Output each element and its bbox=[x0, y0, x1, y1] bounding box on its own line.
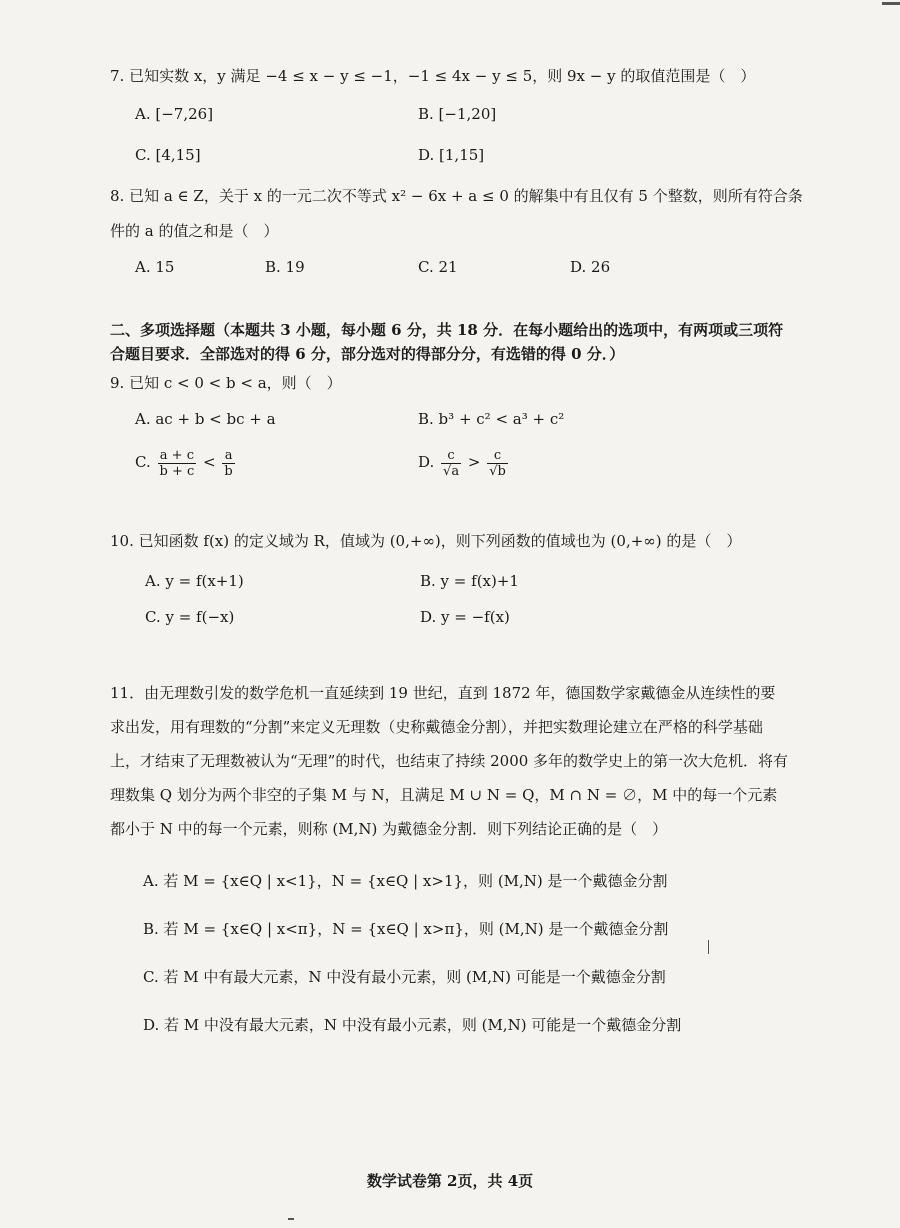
fraction-c-over-sqrt-a: $\frac{c}{√a}$ bbox=[443, 447, 460, 479]
question-11-option-d: D. 若 M 中没有最大元素，N 中没有最小元素，则 (M,N) 可能是一个戴德金分割 bbox=[143, 1016, 682, 1034]
question-8-option-a: A. 15 bbox=[135, 258, 175, 276]
fraction-c-over-sqrt-b: $\frac{c}{√b}$ bbox=[489, 447, 506, 479]
question-7-option-c: C. [4,15] bbox=[135, 146, 201, 164]
section-2-heading-line-2: 合题目要求．全部选对的得 6 分，部分选对的得部分分，有选错的得 0 分．） bbox=[110, 345, 625, 363]
question-9-stem: 9. 已知 c < 0 < b < a，则（ ） bbox=[110, 374, 342, 392]
scan-mark bbox=[882, 2, 900, 5]
question-11-option-b: B. 若 M = {x∈Q | x<π}，N = {x∈Q | x>π}，则 (M,N) 是一个戴德金分割 bbox=[143, 920, 669, 938]
question-7-option-b: B. [−1,20] bbox=[418, 105, 497, 123]
question-11-option-c: C. 若 M 中有最大元素，N 中没有最小元素，则 (M,N) 可能是一个戴德金分割 bbox=[143, 968, 666, 986]
question-8-stem-line-1: 8. 已知 a ∈ Z，关于 x 的一元二次不等式 x² − 6x + a ≤ 0 的解集中有且仅有 5 个整数，则所有符合条 bbox=[110, 187, 803, 205]
question-10-stem: 10. 已知函数 f(x) 的定义域为 R，值域为 (0,+∞)，则下列函数的值域也为 (0,+∞) 的是（ ） bbox=[110, 532, 742, 550]
question-10-option-d: D. y = −f(x) bbox=[420, 608, 510, 626]
question-11-option-a: A. 若 M = {x∈Q | x<1}，N = {x∈Q | x>1}，则 (M,N) 是一个戴德金分割 bbox=[143, 872, 668, 890]
question-10-option-b: B. y = f(x)+1 bbox=[420, 572, 519, 590]
question-9-option-b: B. b³ + c² < a³ + c² bbox=[418, 410, 565, 428]
scan-mark bbox=[288, 1218, 294, 1220]
fraction-a-over-b: $\frac{a}{b}$ bbox=[224, 447, 233, 479]
option-d-label: D. bbox=[418, 453, 435, 471]
question-7-option-a: A. [−7,26] bbox=[135, 105, 214, 123]
question-7-option-d: D. [1,15] bbox=[418, 146, 485, 164]
question-9-option-c: C. $\frac{a + c}{b + c}$ < $\frac{a}{b}$ bbox=[135, 447, 233, 479]
question-8-option-c: C. 21 bbox=[418, 258, 458, 276]
option-c-label: C. bbox=[135, 453, 151, 471]
fraction-a-plus-c-over-b-plus-c: $\frac{a + c}{b + c}$ bbox=[159, 447, 195, 479]
question-8-stem-line-2: 件的 a 的值之和是（ ） bbox=[110, 222, 279, 240]
question-7-stem: 7. 已知实数 x，y 满足 −4 ≤ x − y ≤ −1，−1 ≤ 4x − y ≤ 5，则 9x − y 的取值范围是（ ） bbox=[110, 67, 756, 85]
question-9-option-d: D. $\frac{c}{√a}$ > $\frac{c}{√b}$ bbox=[418, 447, 506, 479]
question-11-paragraph: 11．由无理数引发的数学危机一直延续到 19 世纪，直到 1872 年，德国数学家戴德金从连续性的要求出发，用有理数的“分割”来定义无理数（史称戴德金分割），并把实数理论建立在严格的科学基础上，才结束了无理数被认为“无理”的时代，也结束了持续 2000 多年的数学史上的第一次大危机．将有理数集 Q 划分为两个非空的子集 M 与 N，且满足 M ∪ N = Q，M ∩ N = ∅，M 中的每一个元素都小于 N 中的每一个元素，则称 (M,N) 为戴德金分割．则下列结论正确的是（ ） bbox=[110, 684, 789, 838]
scan-mark bbox=[708, 940, 709, 954]
question-10-option-c: C. y = f(−x) bbox=[145, 608, 235, 626]
question-9-option-a: A. ac + b < bc + a bbox=[135, 410, 276, 428]
question-8-option-d: D. 26 bbox=[570, 258, 611, 276]
page-footer: 数学试卷第 2页，共 4页 bbox=[366, 1172, 534, 1190]
section-2-heading-line-1: 二、多项选择题（本题共 3 小题，每小题 6 分，共 18 分．在每小题给出的选项中，有两项或三项符 bbox=[110, 321, 784, 339]
question-8-option-b: B. 19 bbox=[265, 258, 305, 276]
question-10-option-a: A. y = f(x+1) bbox=[145, 572, 244, 590]
